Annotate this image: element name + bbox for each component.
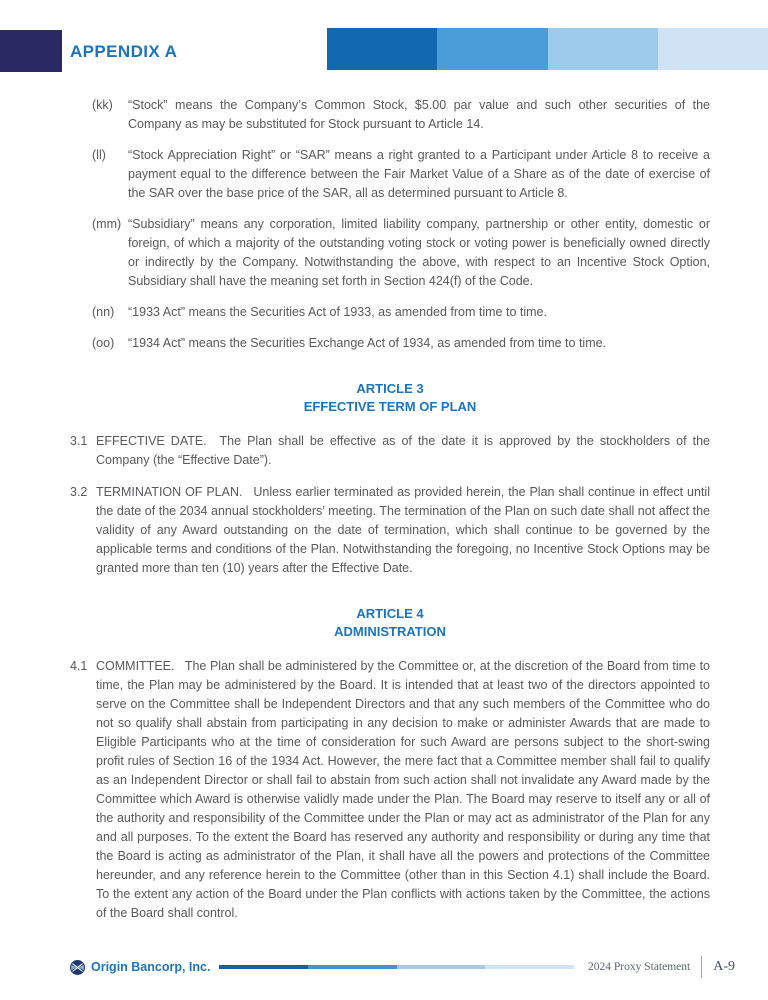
footer-company-name: Origin Bancorp, Inc.: [91, 960, 211, 974]
definition-text: “1933 Act” means the Securities Act of 1933, as amended from time to time.: [128, 305, 547, 319]
definition-text: “Subsidiary” means any corporation, limited liability company, partnership or other entity, domestic or foreign, of which a majority of the outstanding voting stock or voting power is beneficially owned directly or indirectly by the Company. Notwithstanding the above, with respect to an Incentive Stock Option, Subsidiary shall have the meaning set forth in Section 424(f) of the Code.: [128, 217, 710, 288]
definition-label: (mm): [92, 217, 122, 231]
definition-item-mm: [70, 215, 710, 291]
definition-item-nn: [70, 303, 710, 322]
definition-item-kk: [70, 96, 710, 134]
section-number: 3.1: [70, 434, 88, 448]
page-title: APPENDIX A: [70, 42, 178, 61]
article-4-heading: [70, 605, 710, 641]
section-heading: EFFECTIVE DATE.: [96, 434, 207, 448]
definition-label: (nn): [92, 305, 115, 319]
footer-page-number: A-9: [713, 959, 735, 974]
definition-text: “Stock Appreciation Right” or “SAR” means a right granted to a Participant under Article 8 to receive a payment equal to the difference between the Fair Market Value of a Share as of the date of exercise of the SAR over the base price of the SAR, all as determined pursuant to Article 8.: [128, 148, 710, 200]
footer-line-segment-4: [485, 965, 574, 969]
definition-text: “Stock” means the Company’s Common Stock, $5.00 par value and such other securities of the Company as may be substituted for Stock pursuant to Article 14.: [128, 98, 710, 131]
section-heading: COMMITTEE.: [96, 659, 175, 673]
document-body: [70, 96, 710, 936]
header-gradient-bar: [327, 28, 768, 70]
header-accent-block: [0, 30, 62, 72]
gradient-segment-4: [658, 28, 768, 70]
article-number: ARTICLE 4: [356, 606, 424, 621]
page-footer: [70, 954, 735, 980]
section-number: 3.2: [70, 485, 88, 499]
gradient-segment-1: [327, 28, 437, 70]
section-text: Unless earlier terminated as provided herein, the Plan shall continue in effect until the date of the 2034 annual stockholders’ meeting. The termination of the Plan on such date shall not affect the validity of any Award outstanding on the date of termination, which shall continue to be governed by the applicable terms and conditions of the Plan. Notwithstanding the foregoing, no Incentive Stock Options may be granted more than ten (10) years after the Effective Date.: [96, 485, 710, 575]
section-heading: TERMINATION OF PLAN.: [96, 485, 243, 499]
section-4-1: [70, 657, 710, 923]
section-3-2: [70, 483, 710, 578]
footer-line-segment-3: [397, 965, 486, 969]
gradient-segment-3: [548, 28, 658, 70]
article-title: ADMINISTRATION: [334, 624, 446, 639]
definition-text: “1934 Act” means the Securities Exchange Act of 1934, as amended from time to time.: [128, 336, 607, 350]
definition-label: (kk): [92, 98, 113, 112]
footer-gradient-line: [219, 965, 574, 969]
footer-line-segment-1: [219, 965, 308, 969]
definition-label: (ll): [92, 148, 106, 162]
definition-item-oo: [70, 334, 710, 353]
footer-divider: [701, 956, 702, 978]
section-text: The Plan shall be effective as of the date it is approved by the stockholders of the Company (the “Effective Date”).: [96, 434, 710, 467]
origin-bancorp-logo-icon: [70, 960, 85, 975]
gradient-segment-2: [437, 28, 547, 70]
section-number: 4.1: [70, 659, 88, 673]
article-number: ARTICLE 3: [356, 381, 424, 396]
article-title: EFFECTIVE TERM OF PLAN: [303, 399, 477, 414]
footer-document-label: 2024 Proxy Statement: [588, 961, 691, 973]
definition-item-ll: [70, 146, 710, 203]
footer-line-segment-2: [308, 965, 397, 969]
definition-label: (oo): [92, 336, 115, 350]
article-3-heading: [70, 380, 710, 416]
section-3-1: [70, 432, 710, 470]
section-text: The Plan shall be administered by the Committee or, at the discretion of the Board from time to time, the Plan may be administered by the Board. It is intended that at least two of the directors appointed to serve on the Committee shall be Independent Directors and that any such members of the Committee who do not so qualify shall abstain from participating in any decision to make or administer Awards that are made to Eligible Participants who at the time of consideration for such Award are persons subject to the short-swing profit rules of Section 16 of the 1934 Act. However, the mere fact that a Committee member shall fail to qualify as an Independent Director or shall fail to abstain from such action shall not invalidate any Award made by the Committee which Award is otherwise validly made under the Plan. The Board may reserve to itself any or all of the authority and responsibility of the Committee under the Plan or may act as administrator of the Plan for any and all purposes. To the extent the Board has reserved any authority and responsibility or during any time that the Board is acting as administrator of the Plan, it shall have all the powers and protections of the Committee hereunder, and any reference herein to the Committee (other than in this Section 4.1) shall include the Board. To the extent any action of the Board under the Plan conflicts with actions taken by the Committee, the actions of the Board shall control.: [96, 659, 710, 920]
